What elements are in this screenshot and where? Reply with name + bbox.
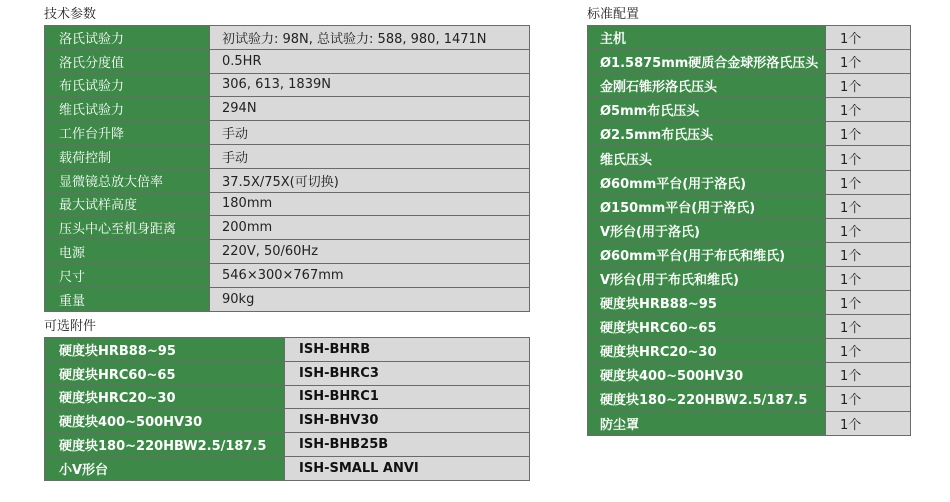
spec-label: 洛氏试验力 [45,26,210,50]
standard-label: 防尘罩 [588,411,826,435]
optional-accessories-table [44,337,530,481]
standard-row [588,74,911,98]
spec-value: 初试验力: 98N, 总试验力: 588, 980, 1471N [210,26,530,50]
spec-label: 尺寸 [45,263,210,287]
spec-label: 载荷控制 [45,144,210,168]
optional-row [45,409,530,433]
standard-row [588,242,911,266]
spec-label: 显微镜总放大倍率 [45,168,210,192]
spec-row [45,192,530,216]
optional-row [45,433,530,457]
standard-qty: 1个 [826,291,911,315]
spec-label: 最大试样高度 [45,192,210,216]
spec-section-title: 技术参数 [44,7,97,22]
spec-row [45,168,530,192]
standard-label: 硬度块HRC60~65 [588,315,826,339]
standard-label: 硬度块HRC20~30 [588,339,826,363]
optional-section-title: 可选附件 [44,319,97,334]
spec-row [45,97,530,121]
spec-value: 294N [210,97,530,121]
optional-label: 小V形台 [45,456,285,480]
optional-code: ISH-BHV30 [285,409,530,433]
standard-label: Ø5mm布氏压头 [588,98,826,122]
standard-label: 硬度块400~500HV30 [588,363,826,387]
standard-row [588,26,911,50]
spec-value: 306, 613, 1839N [210,73,530,97]
standard-qty: 1个 [826,26,911,50]
standard-qty: 1个 [826,387,911,411]
optional-label: 硬度块400~500HV30 [45,409,285,433]
standard-row [588,170,911,194]
standard-config-table [587,25,911,436]
optional-label: 硬度块HRB88~95 [45,338,285,362]
standard-row [588,122,911,146]
optional-code: ISH-BHRB [285,338,530,362]
spec-row [45,121,530,145]
spec-label: 洛氏分度值 [45,49,210,73]
standard-label: Ø1.5875mm硬质合金球形洛氏压头 [588,50,826,74]
standard-qty: 1个 [826,50,911,74]
standard-qty: 1个 [826,170,911,194]
standard-label: 硬度块180~220HBW2.5/187.5 [588,387,826,411]
standard-label: Ø150mm平台(用于洛氏) [588,194,826,218]
spec-row [45,73,530,97]
spec-label: 布氏试验力 [45,73,210,97]
spec-label: 工作台升降 [45,121,210,145]
standard-row [588,266,911,290]
standard-qty: 1个 [826,98,911,122]
spec-row [45,263,530,287]
standard-row [588,146,911,170]
optional-label: 硬度块HRC60~65 [45,361,285,385]
optional-row [45,385,530,409]
standard-qty: 1个 [826,146,911,170]
optional-code: ISH-BHB25B [285,433,530,457]
standard-row [588,315,911,339]
optional-row [45,338,530,362]
standard-label: 金刚石锥形洛氏压头 [588,74,826,98]
optional-row [45,456,530,480]
standard-row [588,98,911,122]
standard-label: 维氏压头 [588,146,826,170]
spec-row [45,26,530,50]
standard-label: 硬度块HRB88~95 [588,291,826,315]
spec-value: 手动 [210,121,530,145]
spec-value: 220V, 50/60Hz [210,240,530,264]
standard-row [588,291,911,315]
optional-label: 硬度块180~220HBW2.5/187.5 [45,433,285,457]
standard-qty: 1个 [826,122,911,146]
spec-label: 电源 [45,240,210,264]
standard-row [588,194,911,218]
optional-code: ISH-BHRC1 [285,385,530,409]
spec-label: 压头中心至机身距离 [45,216,210,240]
spec-value: 180mm [210,192,530,216]
standard-label: Ø2.5mm布氏压头 [588,122,826,146]
standard-row [588,50,911,74]
standard-row [588,363,911,387]
standard-label: Ø60mm平台(用于洛氏) [588,170,826,194]
standard-row [588,218,911,242]
spec-value: 200mm [210,216,530,240]
standard-label: V形台(用于洛氏) [588,218,826,242]
optional-code: ISH-BHRC3 [285,361,530,385]
spec-row [45,144,530,168]
spec-row [45,287,530,311]
standard-row [588,339,911,363]
standard-qty: 1个 [826,74,911,98]
standard-label: Ø60mm平台(用于布氏和维氏) [588,242,826,266]
standard-qty: 1个 [826,242,911,266]
standard-qty: 1个 [826,315,911,339]
standard-qty: 1个 [826,363,911,387]
standard-qty: 1个 [826,266,911,290]
standard-label: V形台(用于布氏和维氏) [588,266,826,290]
spec-value: 546×300×767mm [210,263,530,287]
spec-value: 90kg [210,287,530,311]
standard-qty: 1个 [826,411,911,435]
standard-qty: 1个 [826,339,911,363]
spec-row [45,49,530,73]
spec-label: 维氏试验力 [45,97,210,121]
optional-code: ISH-SMALL ANVI [285,456,530,480]
standard-qty: 1个 [826,194,911,218]
spec-value: 手动 [210,144,530,168]
spec-value: 0.5HR [210,49,530,73]
standard-row [588,411,911,435]
spec-label: 重量 [45,287,210,311]
standard-row [588,387,911,411]
spec-table [44,25,530,312]
spec-row [45,216,530,240]
optional-label: 硬度块HRC20~30 [45,385,285,409]
standard-qty: 1个 [826,218,911,242]
standard-label: 主机 [588,26,826,50]
spec-value: 37.5X/75X(可切换) [210,168,530,192]
optional-row [45,361,530,385]
standard-section-title: 标准配置 [587,7,640,22]
spec-row [45,240,530,264]
